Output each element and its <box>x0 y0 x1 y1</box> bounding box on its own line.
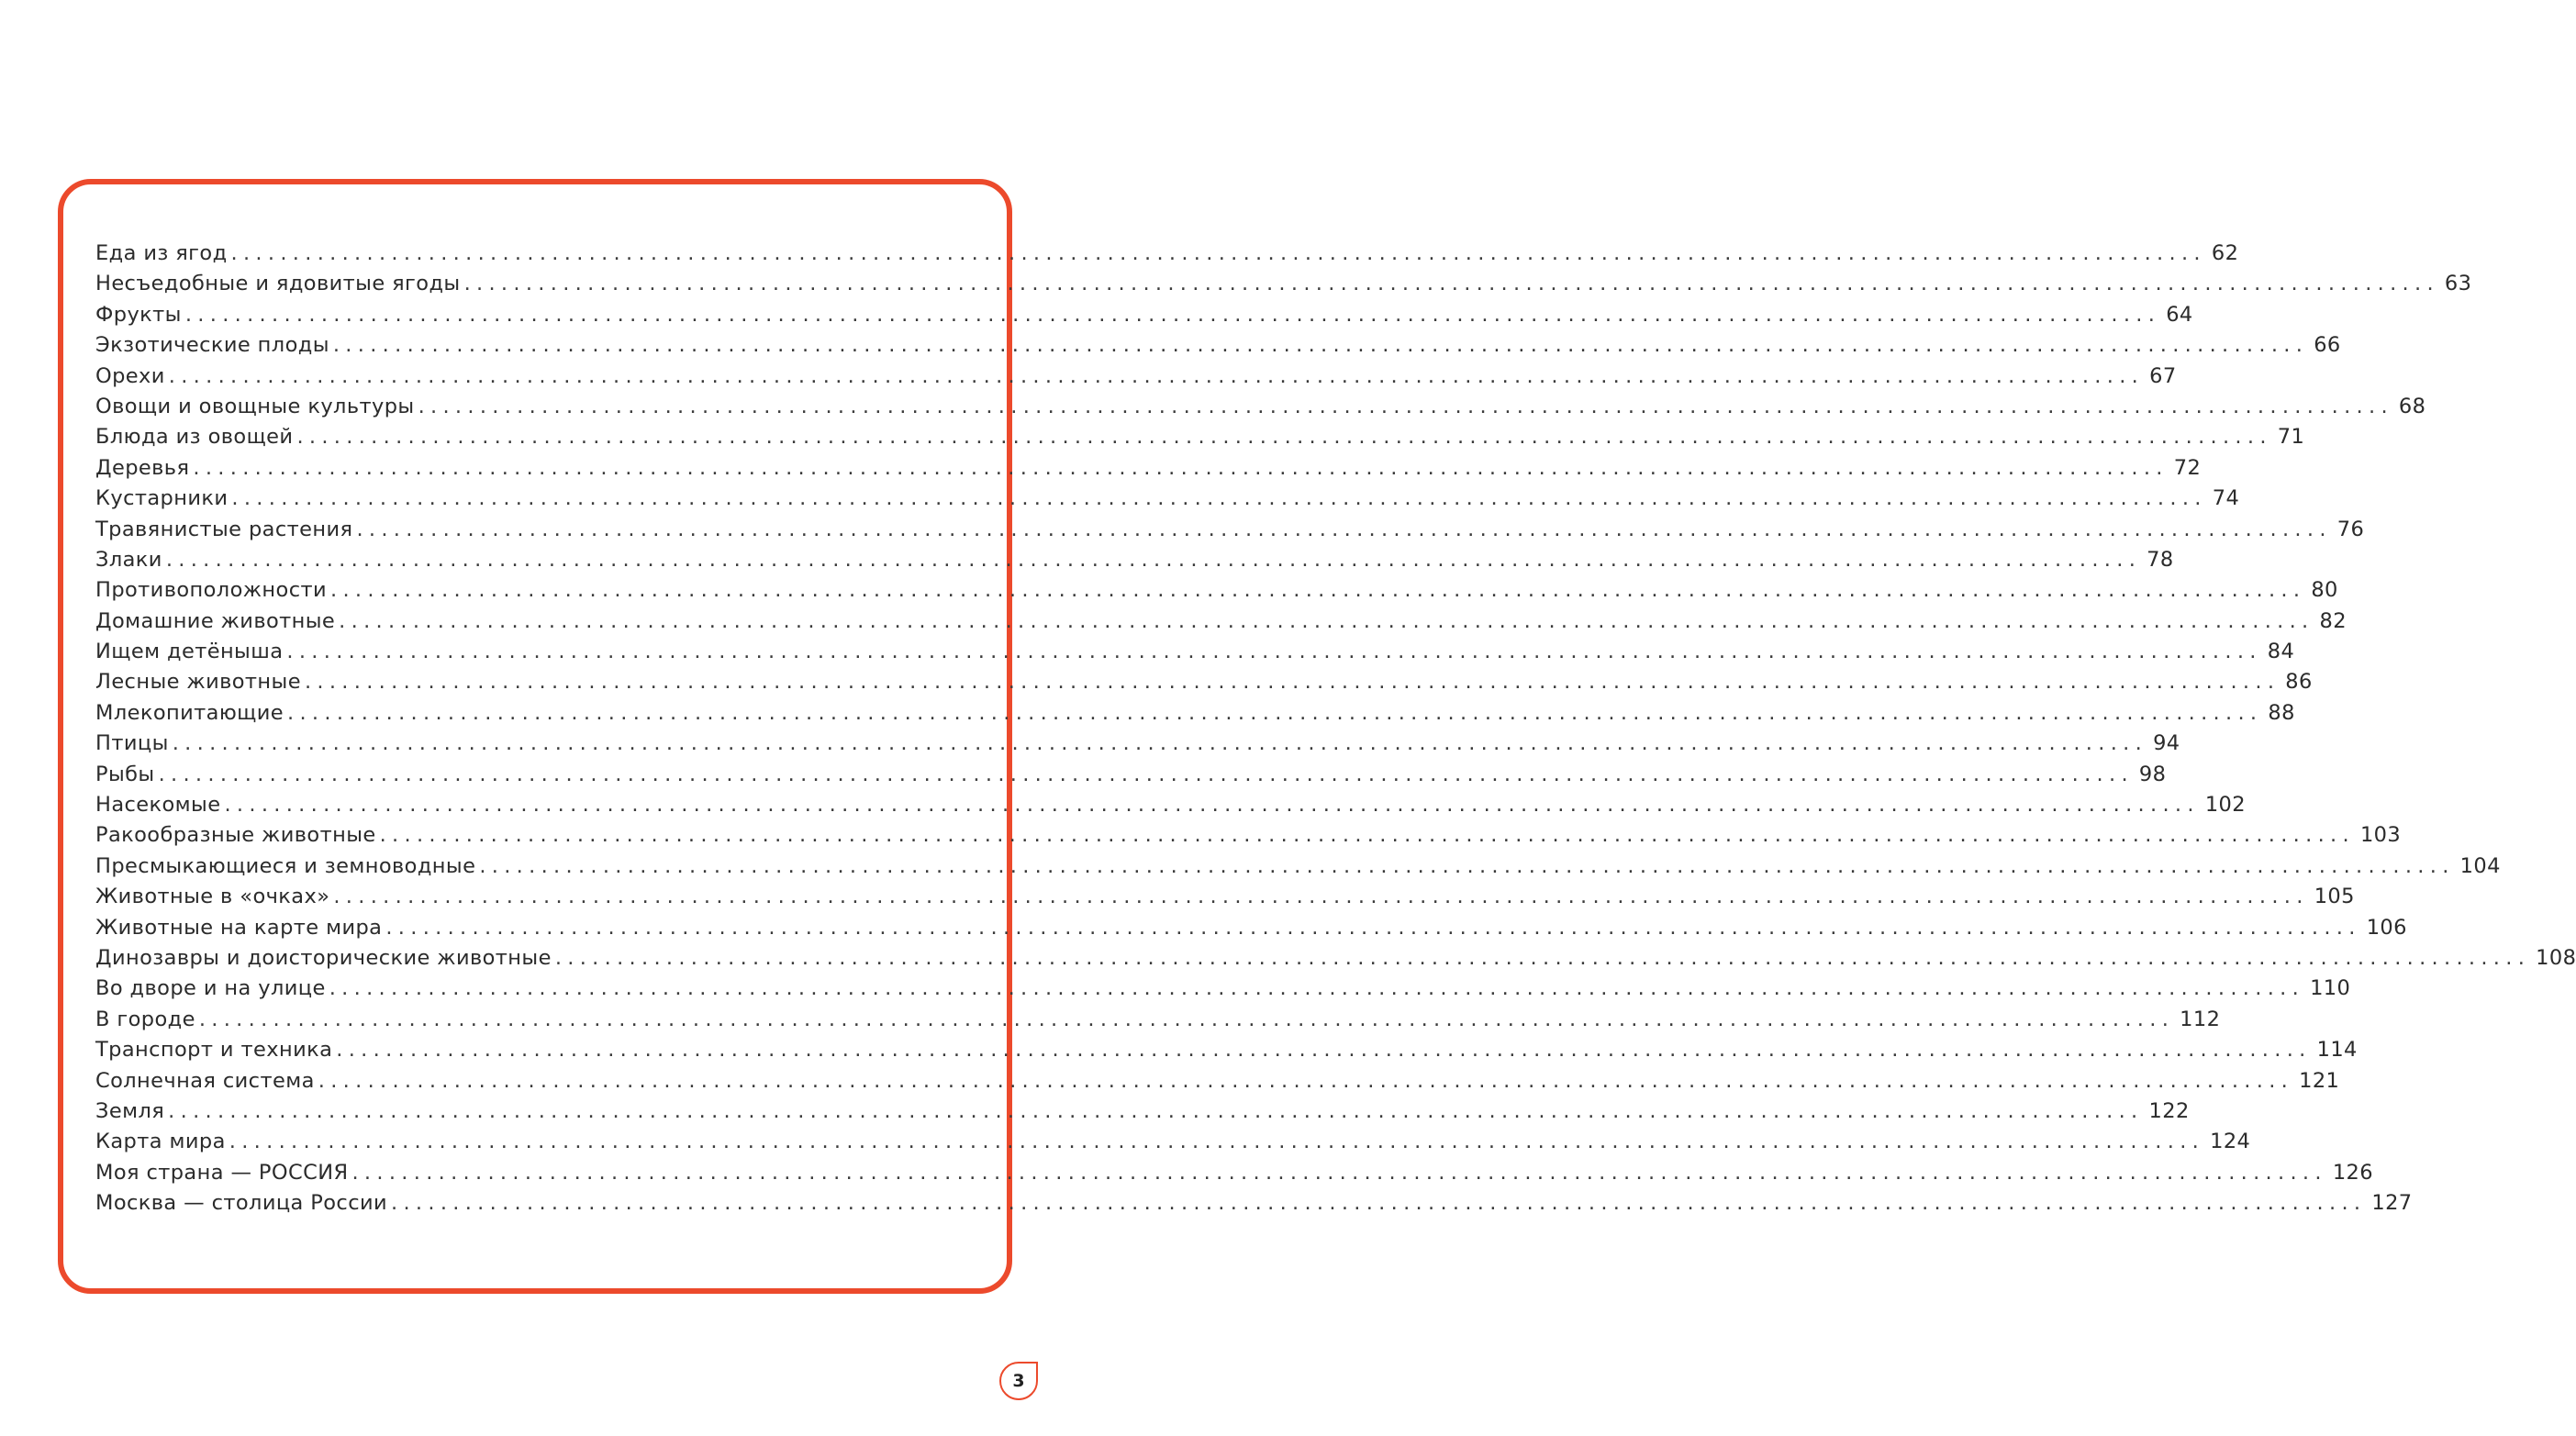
toc-entry[interactable] <box>95 239 2239 269</box>
dot-leader: ................................................................................................................................................................ <box>165 547 2142 572</box>
dot-leader: ................................................................................................................................................................ <box>168 1098 2144 1123</box>
dot-leader: ................................................................................................................................................................ <box>318 1068 2294 1093</box>
toc-entry[interactable] <box>95 1188 2413 1219</box>
dot-leader: ................................................................................................................................................................ <box>463 272 2439 296</box>
toc-entry-title: Домашние животные <box>95 608 336 633</box>
toc-entry-page: 126 <box>2332 1160 2373 1185</box>
dot-leader: ................................................................................................................................................................ <box>193 455 2169 480</box>
toc-entry[interactable] <box>95 392 2426 422</box>
toc-entry-title: Злаки <box>95 547 162 572</box>
dot-leader: ................................................................................................................................................................ <box>168 363 2145 388</box>
toc-entry-title: Москва — столица России <box>95 1191 388 1216</box>
toc-entry-title: Овощи и овощные культуры <box>95 394 415 418</box>
dot-leader: ................................................................................................................................................................ <box>391 1191 2367 1216</box>
toc-entry-title: Ракообразные животные <box>95 823 376 848</box>
toc-entry-page: 114 <box>2316 1038 2358 1063</box>
toc-entry[interactable] <box>95 1066 2340 1096</box>
toc-entry[interactable] <box>95 1005 2221 1035</box>
toc-entry-title: Несъедобные и ядовитые ягоды <box>95 272 461 296</box>
dot-leader: ................................................................................................................................................................ <box>229 1130 2205 1154</box>
dot-leader: ................................................................................................................................................................ <box>230 241 2206 265</box>
dot-leader: ................................................................................................................................................................ <box>231 486 2207 511</box>
toc-entry[interactable] <box>95 545 2174 575</box>
toc-entry-title: Насекомые <box>95 793 221 818</box>
toc-entry-page: 94 <box>2153 731 2180 756</box>
toc-list <box>95 239 2576 1219</box>
toc-entry-page: 86 <box>2285 670 2313 695</box>
toc-entry[interactable] <box>95 760 2167 790</box>
toc-entry-page: 66 <box>2314 333 2341 358</box>
toc-entry-title: Солнечная система <box>95 1068 315 1093</box>
toc-entry[interactable] <box>95 269 2472 299</box>
toc-entry-title: Ищем детёныша <box>95 640 284 664</box>
toc-entry[interactable] <box>95 330 2341 361</box>
dot-leader: ................................................................................................................................................................ <box>198 1007 2175 1031</box>
toc-entry[interactable] <box>95 1158 2373 1188</box>
toc-entry-title: В городе <box>95 1007 195 1031</box>
dot-leader: ................................................................................................................................................................ <box>479 853 2455 878</box>
toc-entry[interactable] <box>95 422 2305 452</box>
dot-leader: ................................................................................................................................................................ <box>330 578 2306 603</box>
toc-entry-page: 104 <box>2459 853 2501 878</box>
toc-entry-page: 84 <box>2267 640 2295 664</box>
toc-entry-title: Кустарники <box>95 486 229 511</box>
dot-leader: ................................................................................................................................................................ <box>385 915 2361 940</box>
toc-entry-title: Млекопитающие <box>95 700 284 725</box>
toc-entry[interactable] <box>95 667 2313 697</box>
toc-entry[interactable] <box>95 300 2193 330</box>
toc-entry[interactable] <box>95 607 2347 637</box>
toc-entry-page: 76 <box>2336 517 2365 541</box>
dot-leader: ................................................................................................................................................................ <box>336 1038 2312 1063</box>
dot-leader: ................................................................................................................................................................ <box>224 793 2200 818</box>
toc-entry[interactable] <box>95 515 2365 545</box>
toc-entry-title: Противоположности <box>95 578 327 603</box>
toc-entry[interactable] <box>95 698 2295 729</box>
dot-leader: ................................................................................................................................................................ <box>296 425 2272 450</box>
dot-leader: ................................................................................................................................................................ <box>379 823 2355 848</box>
dot-leader: ................................................................................................................................................................ <box>418 394 2393 418</box>
dot-leader: ................................................................................................................................................................ <box>304 670 2280 695</box>
toc-entry[interactable] <box>95 453 2202 484</box>
dot-leader: ................................................................................................................................................................ <box>329 976 2305 1001</box>
toc-entry-page: 80 <box>2311 578 2338 603</box>
toc-entry-title: Птицы <box>95 731 169 756</box>
toc-entry-page: 122 <box>2148 1098 2190 1123</box>
toc-entry-page: 124 <box>2210 1130 2251 1154</box>
toc-entry-page: 82 <box>2319 608 2347 633</box>
dot-leader: ................................................................................................................................................................ <box>172 731 2148 756</box>
dot-leader: ................................................................................................................................................................ <box>332 333 2309 358</box>
toc-entry-page: 106 <box>2366 915 2407 940</box>
toc-entry-page: 88 <box>2268 700 2295 725</box>
toc-entry[interactable] <box>95 943 2576 974</box>
toc-entry-page: 78 <box>2147 547 2174 572</box>
dot-leader: ................................................................................................................................................................ <box>184 302 2161 327</box>
toc-entry[interactable] <box>95 1127 2251 1157</box>
dot-leader: ................................................................................................................................................................ <box>339 608 2314 633</box>
toc-entry[interactable] <box>95 882 2355 912</box>
toc-entry-page: 103 <box>2359 823 2402 848</box>
toc-entry-title: Транспорт и техника <box>95 1038 333 1063</box>
toc-entry[interactable] <box>95 1035 2358 1065</box>
toc-entry-page: 62 <box>2211 241 2239 265</box>
toc-entry-page: 64 <box>2166 302 2193 327</box>
toc-entry-page: 108 <box>2536 945 2576 970</box>
toc-entry-title: Земля <box>95 1098 165 1123</box>
toc-entry[interactable] <box>95 637 2295 667</box>
toc-entry-title: Рыбы <box>95 762 155 786</box>
toc-entry-title: Во дворе и на улице <box>95 976 326 1001</box>
toc-entry-page: 67 <box>2149 363 2177 388</box>
toc-entry-page: 63 <box>2444 272 2472 296</box>
toc-entry-page: 72 <box>2173 455 2202 480</box>
toc-entry[interactable] <box>95 1096 2190 1127</box>
dot-leader: ................................................................................................................................................................ <box>351 1160 2327 1185</box>
toc-entry[interactable] <box>95 484 2240 514</box>
dot-leader: ................................................................................................................................................................ <box>554 945 2531 970</box>
toc-entry-page: 127 <box>2371 1191 2413 1216</box>
toc-entry-page: 68 <box>2398 394 2426 418</box>
toc-entry-page: 102 <box>2204 793 2246 818</box>
toc-entry-title: Животные на карте мира <box>95 915 383 940</box>
dot-leader: ................................................................................................................................................................ <box>158 762 2134 786</box>
dot-leader: ................................................................................................................................................................ <box>333 885 2309 909</box>
toc-entry-title: Орехи <box>95 363 165 388</box>
dot-leader: ................................................................................................................................................................ <box>286 640 2262 664</box>
toc-entry[interactable] <box>95 913 2407 943</box>
toc-entry-page: 112 <box>2180 1007 2221 1031</box>
toc-entry[interactable] <box>95 820 2402 851</box>
toc-entry-page: 105 <box>2314 885 2355 909</box>
toc-entry-title: Блюда из овощей <box>95 425 294 450</box>
toc-entry-title: Животные в «очках» <box>95 885 330 909</box>
toc-entry-title: Пресмыкающиеся и земноводные <box>95 853 476 878</box>
toc-entry[interactable] <box>95 852 2501 882</box>
toc-entry[interactable] <box>95 362 2177 392</box>
toc-entry-page: 110 <box>2310 976 2351 1001</box>
toc-entry[interactable] <box>95 575 2338 606</box>
toc-entry-title: Еда из ягод <box>95 241 228 265</box>
toc-entry[interactable] <box>95 974 2351 1004</box>
toc-entry-page: 98 <box>2138 762 2167 786</box>
dot-leader: ................................................................................................................................................................ <box>356 517 2332 541</box>
toc-entry-title: Экзотические плоды <box>95 333 329 358</box>
toc-entry[interactable] <box>95 729 2180 759</box>
toc-entry-page: 121 <box>2299 1068 2340 1093</box>
toc-entry-title: Моя страна — РОССИЯ <box>95 1160 349 1185</box>
page-number: 3 <box>1012 1371 1025 1391</box>
toc-entry-title: Фрукты <box>95 302 182 327</box>
toc-entry-title: Карта мира <box>95 1130 226 1154</box>
toc-entry-title: Динозавры и доисторические животные <box>95 945 552 970</box>
toc-entry-page: 71 <box>2277 425 2305 450</box>
toc-entry-page: 74 <box>2212 486 2240 511</box>
page-number-badge <box>999 1362 1038 1400</box>
toc-entry-title: Деревья <box>95 455 190 480</box>
toc-entry-title: Травянистые растения <box>95 517 353 541</box>
toc-entry-title: Лесные животные <box>95 670 301 695</box>
toc-entry[interactable] <box>95 790 2246 820</box>
dot-leader: ................................................................................................................................................................ <box>287 700 2263 725</box>
